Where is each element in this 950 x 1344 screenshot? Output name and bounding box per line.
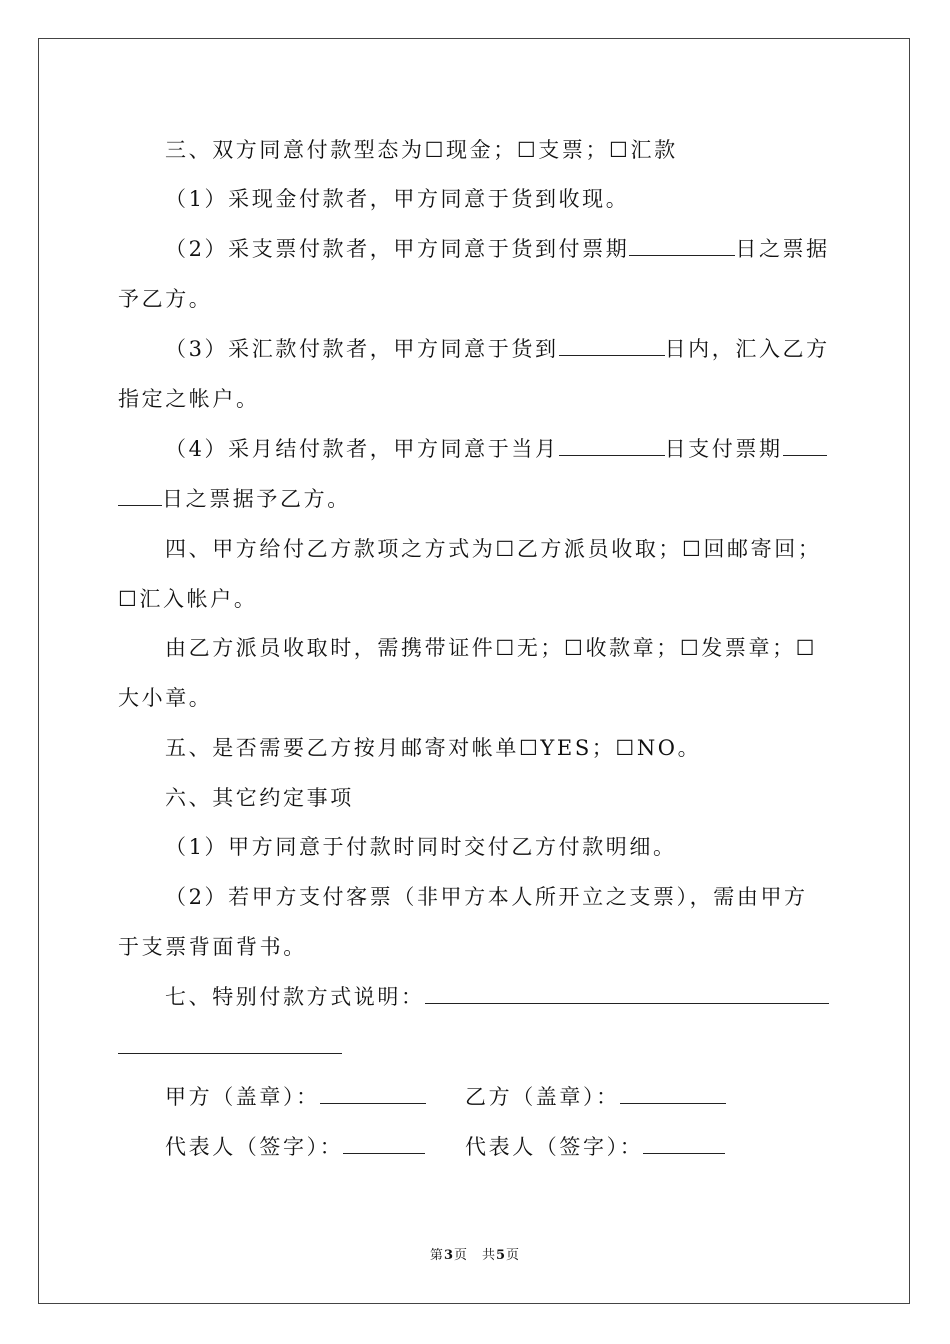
page-number: 3 bbox=[443, 1248, 454, 1263]
blank-line bbox=[118, 1053, 342, 1054]
clause-3-2-cont: 予乙方。 bbox=[118, 287, 213, 311]
page-border bbox=[38, 38, 910, 1304]
clause-6-title: 六、其它约定事项 bbox=[165, 786, 354, 810]
blank-field bbox=[559, 435, 665, 456]
clause-4: 四、甲方给付乙方款项之方式为☐乙方派员收取；☐回邮寄回； bbox=[165, 537, 822, 561]
blank-field bbox=[118, 485, 162, 506]
clause-6-2: （2）若甲方支付客票（非甲方本人所开立之支票），需由甲方 bbox=[165, 885, 808, 909]
rep-a-sign: 代表人（签字）： bbox=[165, 1132, 425, 1162]
clause-3-title bbox=[165, 135, 836, 165]
clause-7: 七、特别付款方式说明： bbox=[165, 982, 836, 1012]
clause-3-4-cont: 日之票据予乙方。 bbox=[118, 484, 836, 514]
clause-3-3-cont: 指定之帐户。 bbox=[118, 387, 260, 411]
clause-3-1-text: （1）采现金付款者，甲方同意于货到收现。 bbox=[165, 187, 630, 211]
blank-field bbox=[783, 435, 827, 456]
clause-6-2-cont: 于支票背面背书。 bbox=[118, 935, 307, 959]
clause-3-text: 三、双方同意付款型态为☐现金；☐支票；☐汇款 bbox=[165, 138, 678, 162]
clause-3-1 bbox=[165, 184, 836, 214]
clause-3-2: （2）采支票付款者，甲方同意于货到付票期 日之票据 bbox=[165, 237, 830, 261]
blank-field bbox=[343, 1133, 425, 1154]
blank-field bbox=[559, 335, 665, 356]
blank-field bbox=[320, 1083, 426, 1104]
clause-3-3: （3）采汇款付款者，甲方同意于货到 日内，汇入乙方 bbox=[165, 337, 830, 361]
party-b-seal: 乙方（盖章）： bbox=[465, 1082, 726, 1112]
clause-6-1: （1）甲方同意于付款时同时交付乙方付款明细。 bbox=[165, 835, 677, 859]
clause-4-cont: ☐汇入帐户。 bbox=[118, 587, 258, 611]
blank-field bbox=[620, 1083, 726, 1104]
page-footer: 第3页 共5页 bbox=[429, 1248, 521, 1263]
clause-5: 五、是否需要乙方按月邮寄对帐单☐YES；☐NO。 bbox=[165, 736, 702, 760]
clause-4-docs-cont: 大小章。 bbox=[118, 686, 213, 710]
blank-field bbox=[629, 235, 735, 256]
party-a-seal: 甲方（盖章）： bbox=[165, 1082, 426, 1112]
clause-4-docs: 由乙方派员收取时，需携带证件☐无；☐收款章；☐发票章；☐ bbox=[165, 636, 818, 660]
blank-field bbox=[425, 983, 829, 1004]
clause-3-4: （4）采月结付款者，甲方同意于当月 日支付票期 bbox=[165, 434, 836, 464]
rep-b-sign: 代表人（签字）： bbox=[465, 1132, 725, 1162]
blank-field bbox=[643, 1133, 725, 1154]
page-total: 5 bbox=[496, 1248, 507, 1263]
